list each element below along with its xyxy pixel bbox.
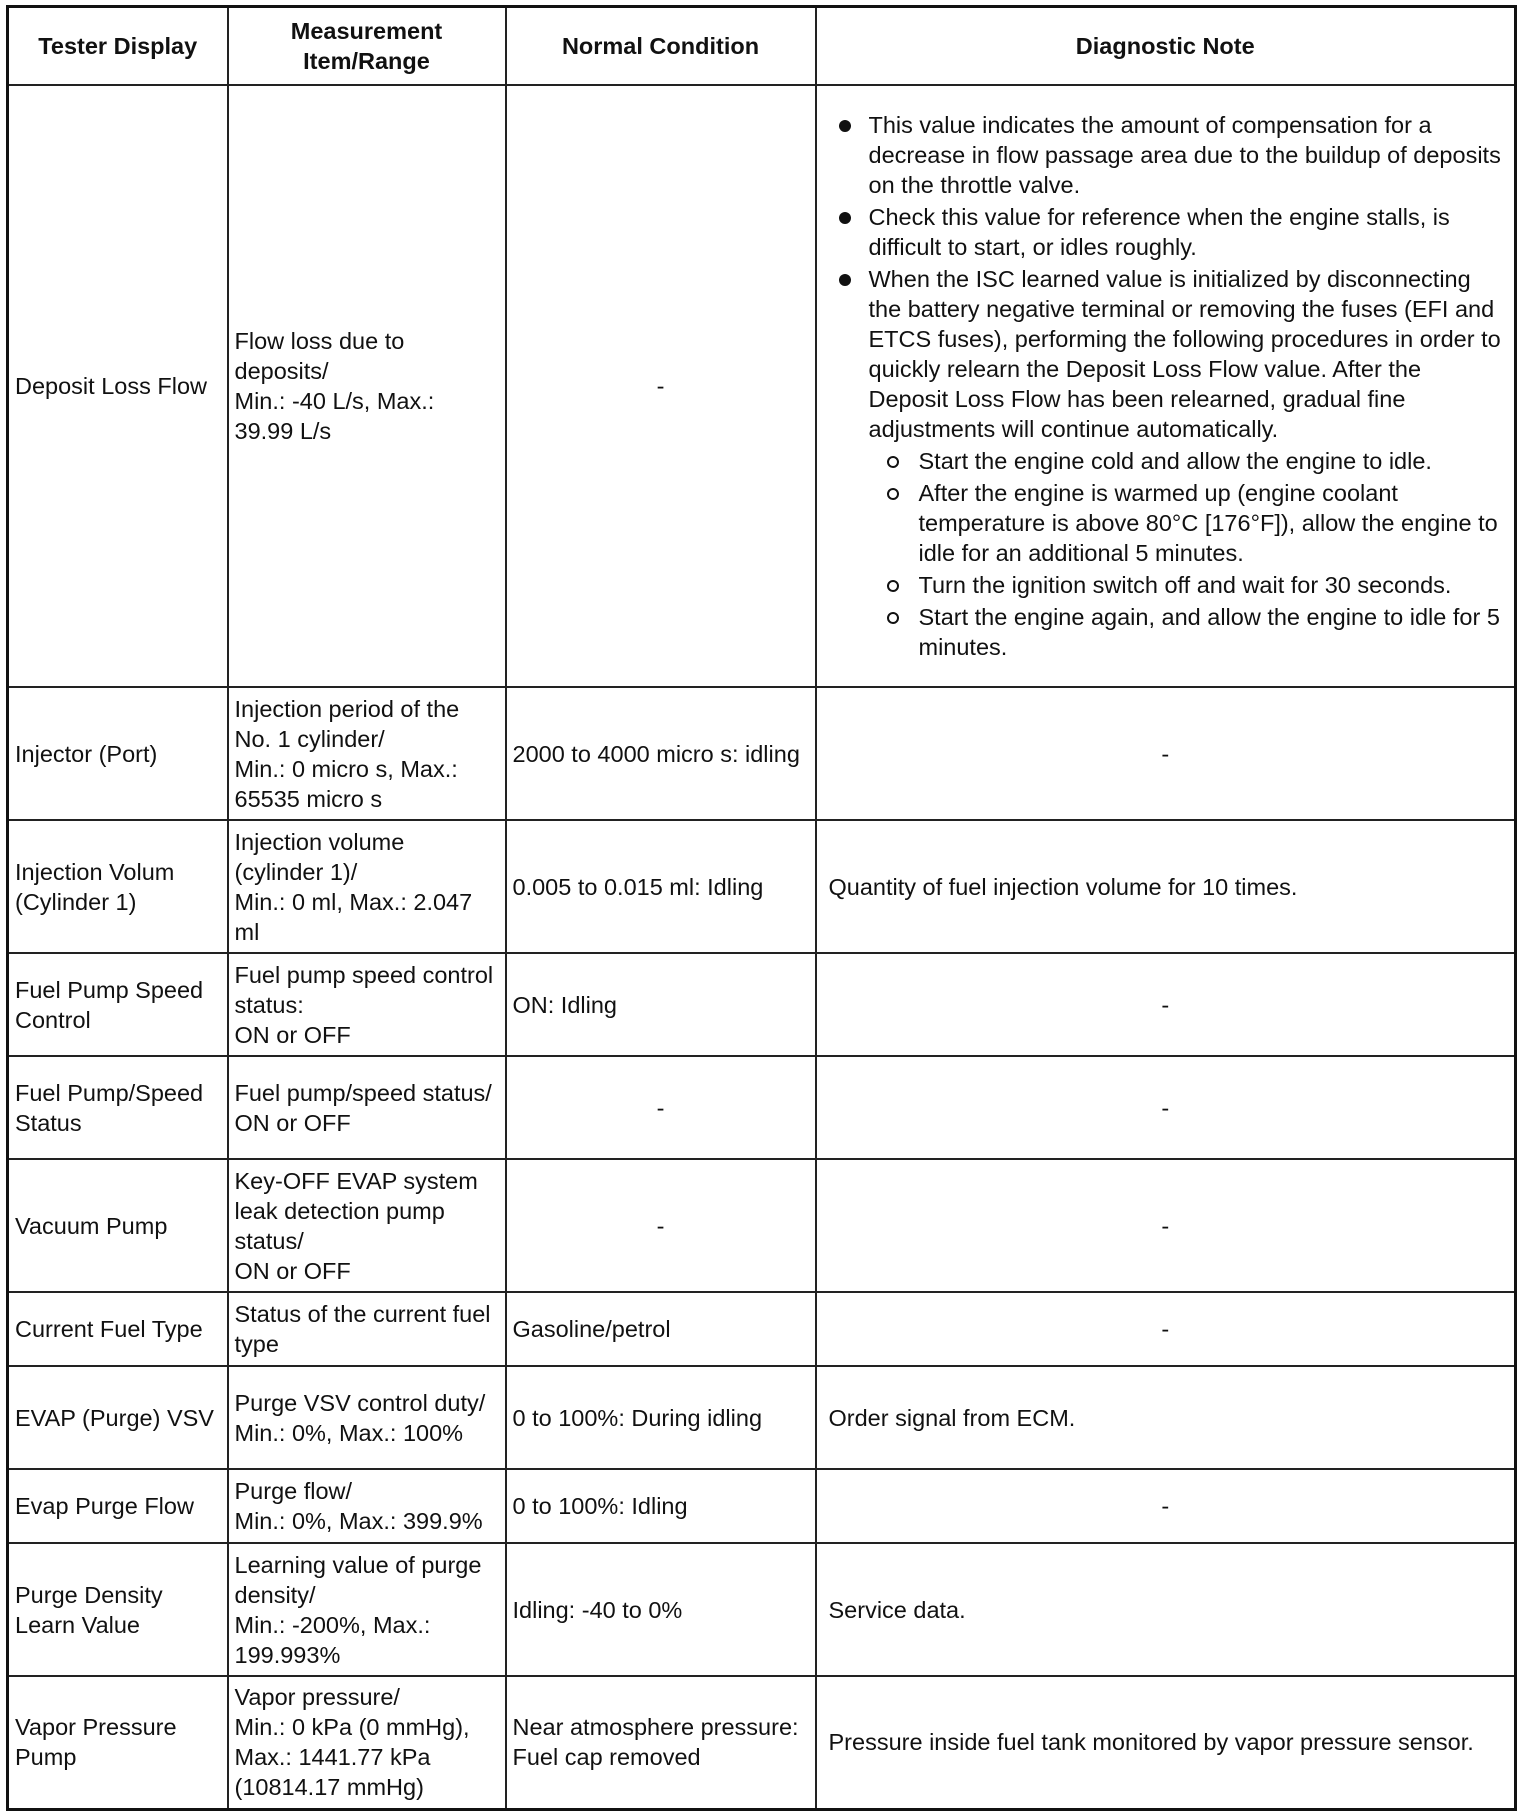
tester-display-cell: Vacuum Pump bbox=[8, 1159, 228, 1292]
measurement-cell bbox=[228, 1292, 506, 1366]
data-list-table-container bbox=[6, 5, 1514, 1811]
normal-condition-cell: - bbox=[506, 1056, 816, 1159]
normal-condition-cell: - bbox=[506, 1159, 816, 1292]
diagnostic-note-cell: Order signal from ECM. bbox=[816, 1366, 1516, 1469]
tester-display-cell: Purge Density Learn Value bbox=[8, 1543, 228, 1676]
measurement-cell bbox=[228, 1543, 506, 1676]
table-row bbox=[8, 1676, 1516, 1809]
note-bullet: This value indicates the amount of compensation for a decrease in flow passage area due to the buildup of deposits on the throttle valve. bbox=[869, 110, 1505, 200]
note-subitem: Start the engine again, and allow the engine to idle for 5 minutes. bbox=[919, 602, 1505, 662]
diagnostic-note-cell: - bbox=[816, 1159, 1516, 1292]
table-row bbox=[8, 85, 1516, 687]
measurement-text: Fuel pump/speed status/ ON or OFF bbox=[234, 1079, 492, 1136]
normal-condition-cell: Near atmosphere pressure: Fuel cap removed bbox=[506, 1676, 816, 1809]
measurement-cell bbox=[228, 1366, 506, 1469]
table-row bbox=[8, 1366, 1516, 1469]
tester-display-cell: Fuel Pump Speed Control bbox=[8, 953, 228, 1056]
measurement-cell bbox=[228, 953, 506, 1056]
measurement-text: Flow loss due to deposits/ Min.: -40 L/s, Max.: 39.99 L/s bbox=[234, 328, 435, 444]
measurement-text: Learning value of purge density/ Min.: -200%, Max.: 199.993% bbox=[234, 1551, 482, 1668]
note-bullet: Check this value for reference when the engine stalls, is difficult to start, or idles roughly. bbox=[869, 202, 1505, 262]
normal-condition-cell: Idling: -40 to 0% bbox=[506, 1543, 816, 1676]
measurement-cell bbox=[228, 1056, 506, 1159]
table-row bbox=[8, 1056, 1516, 1159]
measurement-text: Fuel pump speed control status: ON or OFF bbox=[234, 961, 494, 1048]
normal-condition-cell: 0.005 to 0.015 ml: Idling bbox=[506, 820, 816, 953]
table-row bbox=[8, 1543, 1516, 1676]
note-bullet-text: When the ISC learned value is initialized by disconnecting the battery negative terminal or removing the fuses (EFI and ETCS fuses), performing the following procedures in order to quickly relearn the Deposit Loss Flow value. After the Deposit Loss Flow has been relearned, gradual fine adjustments will continue automatically. bbox=[868, 266, 1501, 442]
diagnostic-note-cell: Quantity of fuel injection volume for 10 times. bbox=[816, 820, 1516, 953]
diagnostic-note-cell: - bbox=[816, 1056, 1516, 1159]
table-row bbox=[8, 1292, 1516, 1366]
measurement-text: Key-OFF EVAP system leak detection pump status/ ON or OFF bbox=[234, 1167, 478, 1284]
diagnostic-note-cell: - bbox=[816, 1292, 1516, 1366]
note-bullet bbox=[869, 264, 1505, 662]
measurement-cell bbox=[228, 1469, 506, 1543]
normal-condition-cell: Gasoline/petrol bbox=[506, 1292, 816, 1366]
measurement-cell bbox=[228, 687, 506, 820]
measurement-cell bbox=[228, 820, 506, 953]
header-diagnostic-note: Diagnostic Note bbox=[816, 7, 1516, 86]
note-subitem-list bbox=[869, 446, 1505, 662]
tester-display-cell: Current Fuel Type bbox=[8, 1292, 228, 1366]
table-row bbox=[8, 1159, 1516, 1292]
diagnostic-note-cell: - bbox=[816, 1469, 1516, 1543]
header-measurement-line2: Item/Range bbox=[303, 48, 430, 74]
measurement-cell bbox=[228, 1159, 506, 1292]
normal-condition-cell: - bbox=[506, 85, 816, 687]
diagnostic-note-cell: Pressure inside fuel tank monitored by vapor pressure sensor. bbox=[816, 1676, 1516, 1809]
normal-condition-cell: ON: Idling bbox=[506, 953, 816, 1056]
data-list-table bbox=[6, 5, 1517, 1811]
measurement-text: Injection period of the No. 1 cylinder/ Min.: 0 micro s, Max.: 65535 micro s bbox=[234, 695, 460, 812]
tester-display-cell: Deposit Loss Flow bbox=[8, 85, 228, 687]
header-tester-display: Tester Display bbox=[8, 7, 228, 86]
note-bullet-list bbox=[829, 110, 1505, 662]
tester-display-cell: Vapor Pressure Pump bbox=[8, 1676, 228, 1809]
normal-condition-cell: 0 to 100%: During idling bbox=[506, 1366, 816, 1469]
measurement-cell bbox=[228, 1676, 506, 1809]
tester-display-cell: Fuel Pump/Speed Status bbox=[8, 1056, 228, 1159]
measurement-text: Purge VSV control duty/ Min.: 0%, Max.: 100% bbox=[234, 1389, 486, 1446]
normal-condition-cell: 2000 to 4000 micro s: idling bbox=[506, 687, 816, 820]
diagnostic-note-cell: - bbox=[816, 953, 1516, 1056]
note-subitem: Turn the ignition switch off and wait for 30 seconds. bbox=[919, 570, 1505, 600]
header-row bbox=[8, 7, 1516, 86]
normal-condition-cell: 0 to 100%: Idling bbox=[506, 1469, 816, 1543]
measurement-text: Injection volume (cylinder 1)/ Min.: 0 ml, Max.: 2.047 ml bbox=[234, 828, 473, 945]
header-measurement-line1: Measurement bbox=[290, 18, 443, 44]
diagnostic-note-cell: - bbox=[816, 687, 1516, 820]
table-row bbox=[8, 1469, 1516, 1543]
table-row bbox=[8, 953, 1516, 1056]
measurement-text: Purge flow/ Min.: 0%, Max.: 399.9% bbox=[234, 1478, 483, 1534]
header-normal-condition: Normal Condition bbox=[506, 7, 816, 86]
table-row bbox=[8, 687, 1516, 820]
note-subitem: After the engine is warmed up (engine coolant temperature is above 80°C [176°F]), allow the engine to idle for an additional 5 minutes. bbox=[919, 478, 1505, 568]
diagnostic-note-cell bbox=[816, 85, 1516, 687]
diagnostic-note-cell: Service data. bbox=[816, 1543, 1516, 1676]
measurement-text: Vapor pressure/ Min.: 0 kPa (0 mmHg), Max.: 1441.77 kPa (10814.17 mmHg) bbox=[234, 1684, 470, 1801]
tester-display-cell: Injection Volum (Cylinder 1) bbox=[8, 820, 228, 953]
table-row bbox=[8, 820, 1516, 953]
tester-display-cell: Evap Purge Flow bbox=[8, 1469, 228, 1543]
note-subitem: Start the engine cold and allow the engine to idle. bbox=[919, 446, 1505, 476]
measurement-cell bbox=[228, 85, 506, 687]
header-measurement bbox=[228, 7, 506, 86]
measurement-text: Status of the current fuel type bbox=[234, 1301, 491, 1357]
tester-display-cell: EVAP (Purge) VSV bbox=[8, 1366, 228, 1469]
tester-display-cell: Injector (Port) bbox=[8, 687, 228, 820]
